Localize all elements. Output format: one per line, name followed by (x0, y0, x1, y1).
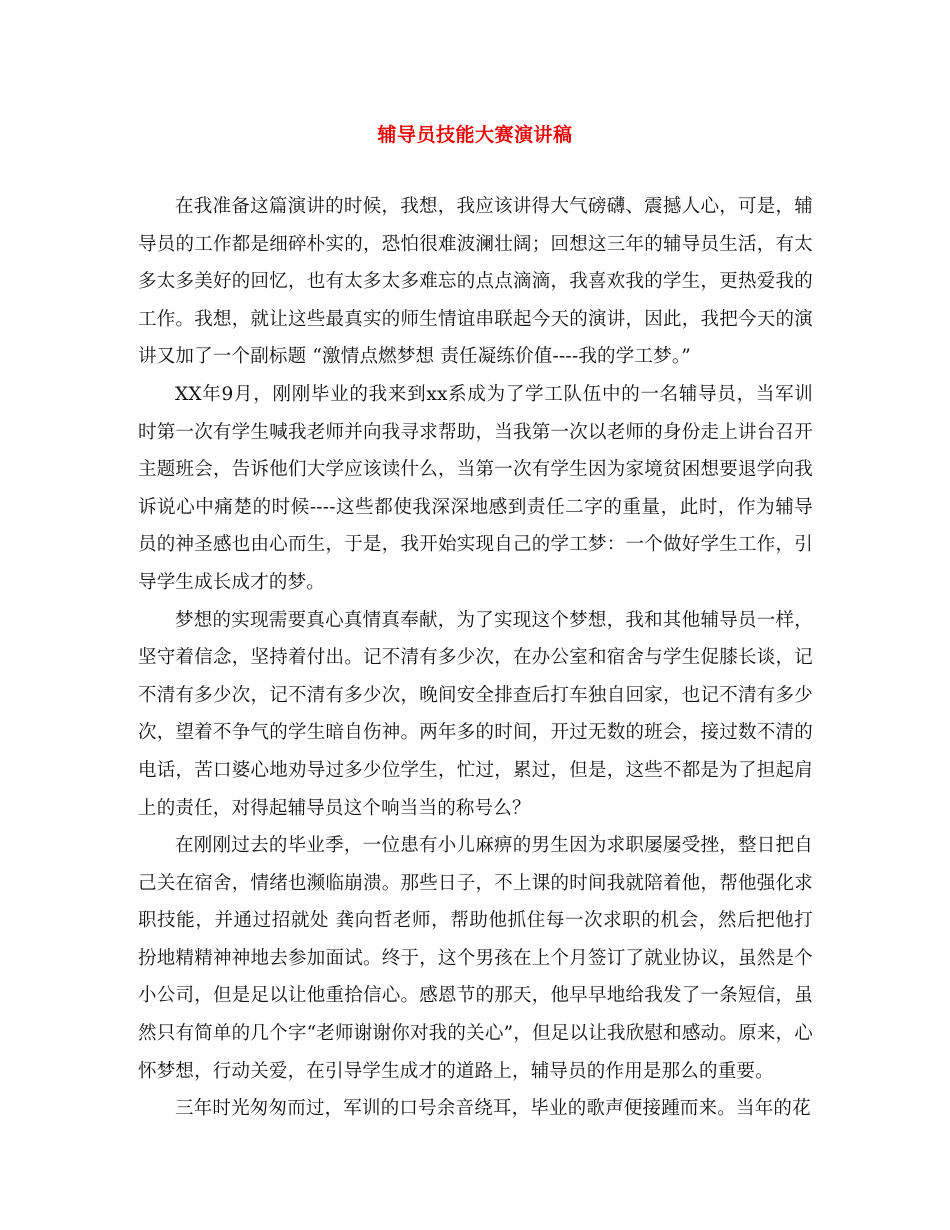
paragraph-5: 三年时光匆匆而过，军训的口号余音绕耳，毕业的歌声便接踵而来。当年的花 (175, 1098, 811, 1120)
paragraph-2: XX年9月，刚刚毕业的我来到xx系成为了学工队伍中的一名辅导员，当军训时第一次有学生喊我老师并向我寻求帮助，当我第一次以老师的身份走上讲台召开主题班会，告诉他们大学应该读什么，当第一次有学生因为家境贫困想要退学向我诉说心中痛楚的时候----这些都使我深深地感到责任二字的重量，此时，作为辅导员的神圣感也由心而生，于是，我开始实现自己的学工梦：一个做好学生工作，引导学生成长成才的梦。 (138, 383, 813, 593)
paragraph-3: 梦想的实现需要真心真情真奉献，为了实现这个梦想，我和其他辅导员一样，坚守着信念，坚持着付出。记不清有多少次，在办公室和宿舍与学生促膝长谈，记不清有多少次，记不清有多少次，晚间安全排查后打车独自回家，也记不清有多少次，望着不争气的学生暗自伤神。两年多的时间，开过无数的班会，接过数不清的电话，苦口婆心地劝导过多少位学生，忙过，累过，但是，这些不都是为了担起肩上的责任，对得起辅导员这个响当当的称号么？ (138, 609, 813, 819)
document-body (138, 188, 813, 1128)
document-title: 辅导员技能大赛演讲稿 (377, 124, 573, 146)
paragraph-4: 在刚刚过去的毕业季，一位患有小儿麻痹的男生因为求职屡屡受挫，整日把自己关在宿舍，情绪也濒临崩溃。那些日子，不上课的时间我就陪着他，帮他强化求职技能，并通过招就处 龚向哲老师，帮助他抓住每一次求职的机会，然后把他打扮地精精神神地去参加面试。终于，这个男孩在上个月签订了就业协议，虽然是个小公司，但是足以让他重拾信心。感恩节的那天，他早早地给我发了一条短信，虽然只有简单的几个字“老师谢谢你对我的关心”，但足以让我欣慰和感动。原来，心怀梦想，行动关爱，在引导学生成才的道路上，辅导员的作用是那么的重要。 (138, 835, 813, 1082)
paragraph-1: 在我准备这篇演讲的时候，我想，我应该讲得大气磅礴、震撼人心，可是，辅导员的工作都是细碎朴实的，恐怕很难波澜壮阔；回想这三年的辅导员生活，有太多太多美好的回忆，也有太多太多难忘的点点滴滴，我喜欢我的学生，更热爱我的工作。我想，就让这些最真实的师生情谊串联起今天的演讲，因此，我把今天的演讲又加了一个副标题 “激情点燃梦想 责任凝练价值----我的学工梦。” (138, 196, 813, 368)
